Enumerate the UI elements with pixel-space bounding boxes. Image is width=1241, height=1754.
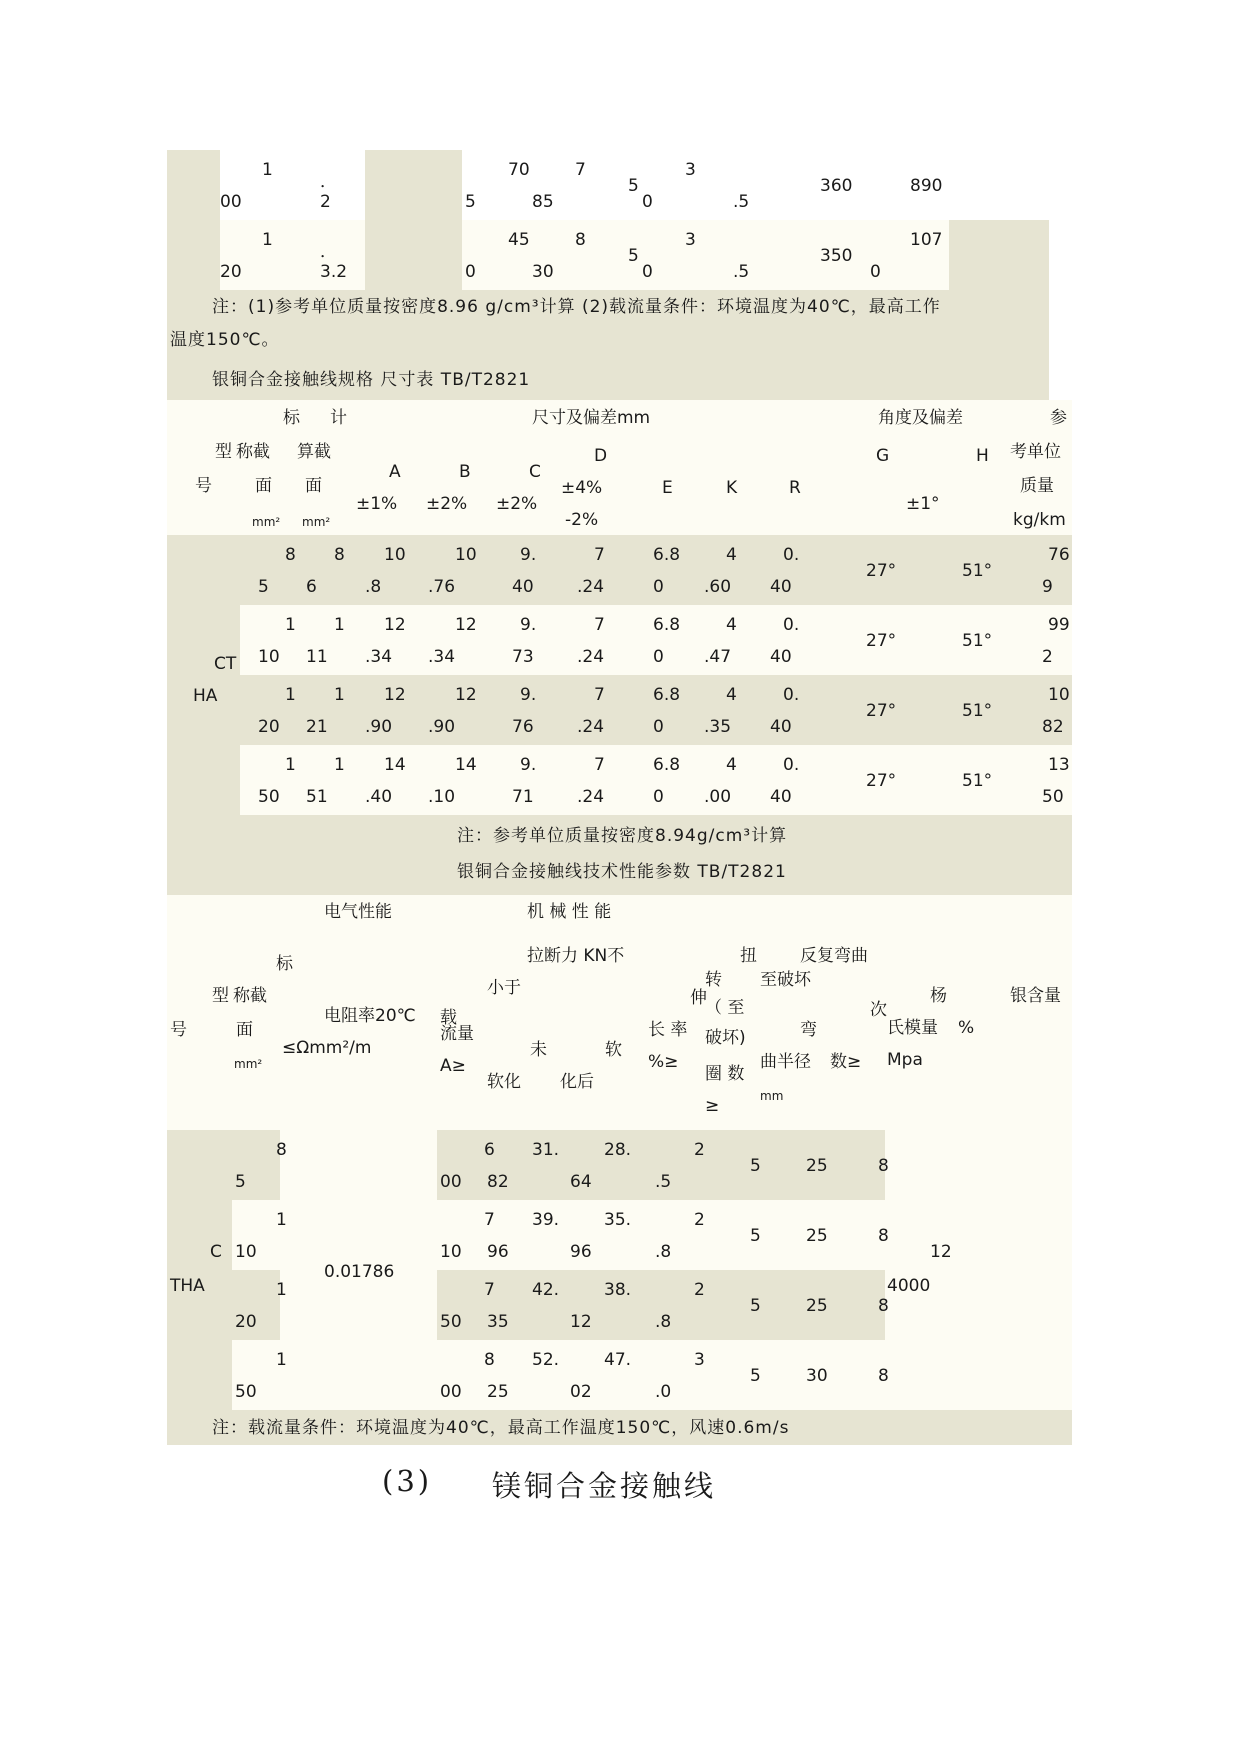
table2-cell-calc: 21 <box>306 717 328 737</box>
table2-cell-calc: 1 <box>334 755 345 775</box>
table3-cell-nom: 1 <box>276 1280 287 1300</box>
table2-cell-ref: 13 <box>1048 755 1070 775</box>
table3-cell-times: 8 <box>878 1226 889 1246</box>
table3-cell-load: 10 <box>440 1242 462 1262</box>
table2-cell-calc: 11 <box>306 647 328 667</box>
table2-cell-calc: 51 <box>306 787 328 807</box>
table2-cell-B: .76 <box>428 577 456 597</box>
table2-cell-G: 27° <box>866 561 897 581</box>
table3-cell-elong: .8 <box>655 1312 672 1332</box>
table2-cell-A: .8 <box>365 577 382 597</box>
table3-cell-elong: 2 <box>694 1140 705 1160</box>
table2-cell-ref: 76 <box>1048 545 1070 565</box>
section-number: (3) <box>382 1464 433 1498</box>
table3-cell-nom: 10 <box>235 1242 257 1262</box>
table3-cell-unsoft: 35 <box>487 1312 509 1332</box>
table2-cell-nom: 20 <box>258 717 280 737</box>
table3-cell-unsoft: 39. <box>532 1210 560 1230</box>
table2-cell-H: 51° <box>962 631 993 651</box>
table3-cell-elong: .0 <box>655 1382 672 1402</box>
table3-cell-radius: 25 <box>806 1296 828 1316</box>
table2-cell-R: 40 <box>770 647 792 667</box>
table3-cell-soft: 64 <box>570 1172 592 1192</box>
table2-cell-A: 12 <box>384 685 406 705</box>
table3-young-line2: 4000 <box>887 1276 931 1296</box>
table2-cell-K: .47 <box>704 647 732 667</box>
table2-cell-nom: 1 <box>285 685 296 705</box>
table2-cell-calc: 1 <box>334 615 345 635</box>
table3-cell-nom: 20 <box>235 1312 257 1332</box>
table2-cell-K: 4 <box>726 545 737 565</box>
table3-cell-radius: 25 <box>806 1156 828 1176</box>
table2-cell-E: 0 <box>653 647 664 667</box>
table1-note-line2: 温度150℃。 <box>170 330 280 350</box>
table3-cell-times: 8 <box>878 1366 889 1386</box>
table2-cell-ref: 99 <box>1048 615 1070 635</box>
table3-cell-radius: 30 <box>806 1366 828 1386</box>
table3-title: 银铜合金接触线技术性能参数 TB/T2821 <box>457 862 787 882</box>
table2-model-line2: HA <box>193 686 218 706</box>
table2-cell-calc: 6 <box>306 577 317 597</box>
table3-cell-unsoft: 96 <box>487 1242 509 1262</box>
table1-note-line1: 注：(1)参考单位质量按密度8.96 g/cm³计算 (2)载流量条件：环境温度为40℃，最高工作 <box>212 297 941 317</box>
table3-cell-load: 8 <box>484 1350 495 1370</box>
table3-cell-elong: .5 <box>655 1172 672 1192</box>
table2-cell-R: 40 <box>770 787 792 807</box>
table2-cell-C: 76 <box>512 717 534 737</box>
table2-cell-C: 71 <box>512 787 534 807</box>
table2-cell-D: 7 <box>594 545 605 565</box>
table2-cell-E: 6.8 <box>653 685 681 705</box>
table3-note: 注：载流量条件：环境温度为40℃，最高工作温度150℃，风速0.6m/s <box>212 1418 790 1438</box>
table2-cell-nom: 8 <box>285 545 296 565</box>
table2-cell-D: .24 <box>577 647 605 667</box>
table3-cell-radius: 25 <box>806 1226 828 1246</box>
table3-model-line2: THA <box>170 1276 205 1296</box>
table2-cell-K: .60 <box>704 577 732 597</box>
table3-cell-elong: 2 <box>694 1280 705 1300</box>
table2-cell-ref: 9 <box>1042 577 1053 597</box>
table2-cell-C: 9. <box>520 545 537 565</box>
table2-cell-ref: 2 <box>1042 647 1053 667</box>
table2-cell-C: 9. <box>520 755 537 775</box>
table2-cell-calc: 8 <box>334 545 345 565</box>
table2-cell-R: 0. <box>783 685 800 705</box>
table2-cell-C: 9. <box>520 615 537 635</box>
table3-cell-load: 00 <box>440 1172 462 1192</box>
table2-cell-A: 14 <box>384 755 406 775</box>
table2-cell-B: .10 <box>428 787 456 807</box>
table2-cell-E: 6.8 <box>653 615 681 635</box>
table3-cell-torsion: 5 <box>750 1366 761 1386</box>
table2-cell-D: .24 <box>577 787 605 807</box>
table2-cell-R: 40 <box>770 717 792 737</box>
table3-cell-soft: 96 <box>570 1242 592 1262</box>
table2-cell-calc: 1 <box>334 685 345 705</box>
table3-cell-load: 7 <box>484 1280 495 1300</box>
table2-note: 注：参考单位质量按密度8.94g/cm³计算 <box>457 826 788 846</box>
table2-cell-D: 7 <box>594 755 605 775</box>
table2-cell-C: 9. <box>520 685 537 705</box>
table2-cell-K: 4 <box>726 755 737 775</box>
table3-cell-load: 00 <box>440 1382 462 1402</box>
table3-cell-unsoft: 82 <box>487 1172 509 1192</box>
table3-cell-torsion: 5 <box>750 1156 761 1176</box>
table3-cell-soft: 12 <box>570 1312 592 1332</box>
table3-cell-times: 8 <box>878 1296 889 1316</box>
table3-cell-nom: 5 <box>235 1172 246 1192</box>
table2-cell-K: .35 <box>704 717 732 737</box>
table2-title: 银铜合金接触线规格 尺寸表 TB/T2821 <box>212 370 531 390</box>
table3-cell-unsoft: 52. <box>532 1350 560 1370</box>
table2-cell-K: 4 <box>726 685 737 705</box>
table2-cell-B: .34 <box>428 647 456 667</box>
table2-cell-E: 0 <box>653 577 664 597</box>
section-title: 镁铜合金接触线 <box>492 1469 717 1503</box>
table3-cell-nom: 8 <box>276 1140 287 1160</box>
table3-cell-nom: 1 <box>276 1210 287 1230</box>
document-page: 1 00 ． 2 5 70 85 7 5 0 3 .5 360 890 1 20 ． 3.2 0 45 30 8 5 0 3 .5 350 107 0 注：(1)参考单位质量按密度8.96 g/cm³计算 (2)载流量条件：环境温度为40℃，最高工作 温度150℃。 银铜合金接触线规格 尺寸表 TB/T2821 型 号 标 称截 面 mm² 计 算截 面 mm² 尺寸及偏差mm A ±1% B ±2% C ±2% D ±4% -2% E K R 角度及偏差 G ±1° H 参 考单位 质量 kg/km CT HA 8 5 8 6 10 .8 10 .76 9. 40 7 .24 6.8 0 4 .60 0. 40 76 9 27° 51° 1 10 1 11 12 .34 12 .34 9. 73 7 .24 6.8 0 4 .47 0. 40 99 2 27° 51° 1 20 1 21 12 .90 12 .90 9. 76 7 .24 6.8 0 4 .35 0. 40 10 82 27° 51° 1 50 1 51 14 .40 14 .10 9. 71 7 .24 6.8 0 4 .00 0. 40 13 50 27° 51° 注：参考单位质量按密度8.94g/cm³计算 银铜合金接触线技术性能参数 TB/T2821 型 号 标 称截 面 mm² 电气性能 电阻率20℃ ≤Ωmm²/m 机 械 性 能 载 流量 A≥ 拉断力 KN不 小于 未 软化 软 化后 伸 长 率 %≥ 扭 转 （ 至 破坏) 圈 数 ≥ 反复弯曲 至破坏 弯 曲半径 mm 次 数≥ 杨 氏模量 Mpa 银含量 % C THA 0.01786 12 4000 8 5 6 00 31. 82 28. 64 2 .5 5 25 8 1 10 7 10 39. 96 35. 96 2 .8 5 25 8 1 20 7 50 42. 35 38. 12 2 .8 5 25 8 1 50 8 00 52. 25 47. 02 3 .0 5 30 8 注：载流量条件：环境温度为40℃，最高工作温度150℃，风速0.6m/s (3) 镁铜合金接触线 <box>0 0 1241 1754</box>
table2-cell-A: 10 <box>384 545 406 565</box>
table3-cell-load: 7 <box>484 1210 495 1230</box>
table2-cell-E: 6.8 <box>653 545 681 565</box>
table3-cell-soft: 38. <box>604 1280 632 1300</box>
table2-cell-R: 0. <box>783 615 800 635</box>
table3-cell-elong: 2 <box>694 1210 705 1230</box>
table2-cell-K: .00 <box>704 787 732 807</box>
table3-resistivity: 0.01786 <box>324 1262 395 1282</box>
table3-cell-load: 6 <box>484 1140 495 1160</box>
table2-cell-nom: 50 <box>258 787 280 807</box>
table3-cell-unsoft: 31. <box>532 1140 560 1160</box>
table2-cell-nom: 5 <box>258 577 269 597</box>
table2-cell-ref: 10 <box>1048 685 1070 705</box>
table2-cell-A: .40 <box>365 787 393 807</box>
table2-cell-nom: 1 <box>285 755 296 775</box>
table2-cell-H: 51° <box>962 561 993 581</box>
table2-cell-G: 27° <box>866 701 897 721</box>
table2-cell-G: 27° <box>866 631 897 651</box>
table3-cell-unsoft: 25 <box>487 1382 509 1402</box>
table2-cell-B: 12 <box>455 615 477 635</box>
table3-header-background <box>167 895 1072 1130</box>
table2-cell-C: 73 <box>512 647 534 667</box>
table3-cell-elong: .8 <box>655 1242 672 1262</box>
table2-cell-nom: 10 <box>258 647 280 667</box>
table3-cell-soft: 47. <box>604 1350 632 1370</box>
table3-cell-nom: 50 <box>235 1382 257 1402</box>
table2-cell-B: 12 <box>455 685 477 705</box>
table3-young-line1: 12 <box>930 1242 952 1262</box>
table2-cell-R: 0. <box>783 545 800 565</box>
table3-cell-nom: 1 <box>276 1350 287 1370</box>
table3-cell-elong: 3 <box>694 1350 705 1370</box>
table2-cell-E: 6.8 <box>653 755 681 775</box>
table2-cell-K: 4 <box>726 615 737 635</box>
table2-cell-D: .24 <box>577 717 605 737</box>
table3-cell-load: 50 <box>440 1312 462 1332</box>
table2-cell-B: 10 <box>455 545 477 565</box>
table2-cell-D: 7 <box>594 615 605 635</box>
table2-cell-C: 40 <box>512 577 534 597</box>
table3-cell-soft: 28. <box>604 1140 632 1160</box>
table2-cell-ref: 50 <box>1042 787 1064 807</box>
table3-cell-times: 8 <box>878 1156 889 1176</box>
table2-cell-nom: 1 <box>285 615 296 635</box>
table2-cell-H: 51° <box>962 771 993 791</box>
table2-cell-ref: 82 <box>1042 717 1064 737</box>
table2-cell-B: 14 <box>455 755 477 775</box>
table3-cell-unsoft: 42. <box>532 1280 560 1300</box>
table2-cell-E: 0 <box>653 787 664 807</box>
table2-cell-A: 12 <box>384 615 406 635</box>
table2-cell-R: 40 <box>770 577 792 597</box>
table2-cell-R: 0. <box>783 755 800 775</box>
table3-cell-torsion: 5 <box>750 1226 761 1246</box>
table2-model-line1: CT <box>214 654 237 674</box>
table2-cell-A: .34 <box>365 647 393 667</box>
table3-cell-soft: 35. <box>604 1210 632 1230</box>
table2-cell-G: 27° <box>866 771 897 791</box>
table2-cell-D: 7 <box>594 685 605 705</box>
table3-model-line1: C <box>210 1242 222 1262</box>
table3-cell-soft: 02 <box>570 1382 592 1402</box>
table3-cell-torsion: 5 <box>750 1296 761 1316</box>
table2-cell-A: .90 <box>365 717 393 737</box>
table2-cell-B: .90 <box>428 717 456 737</box>
table2-cell-E: 0 <box>653 717 664 737</box>
table2-cell-D: .24 <box>577 577 605 597</box>
table2-cell-H: 51° <box>962 701 993 721</box>
